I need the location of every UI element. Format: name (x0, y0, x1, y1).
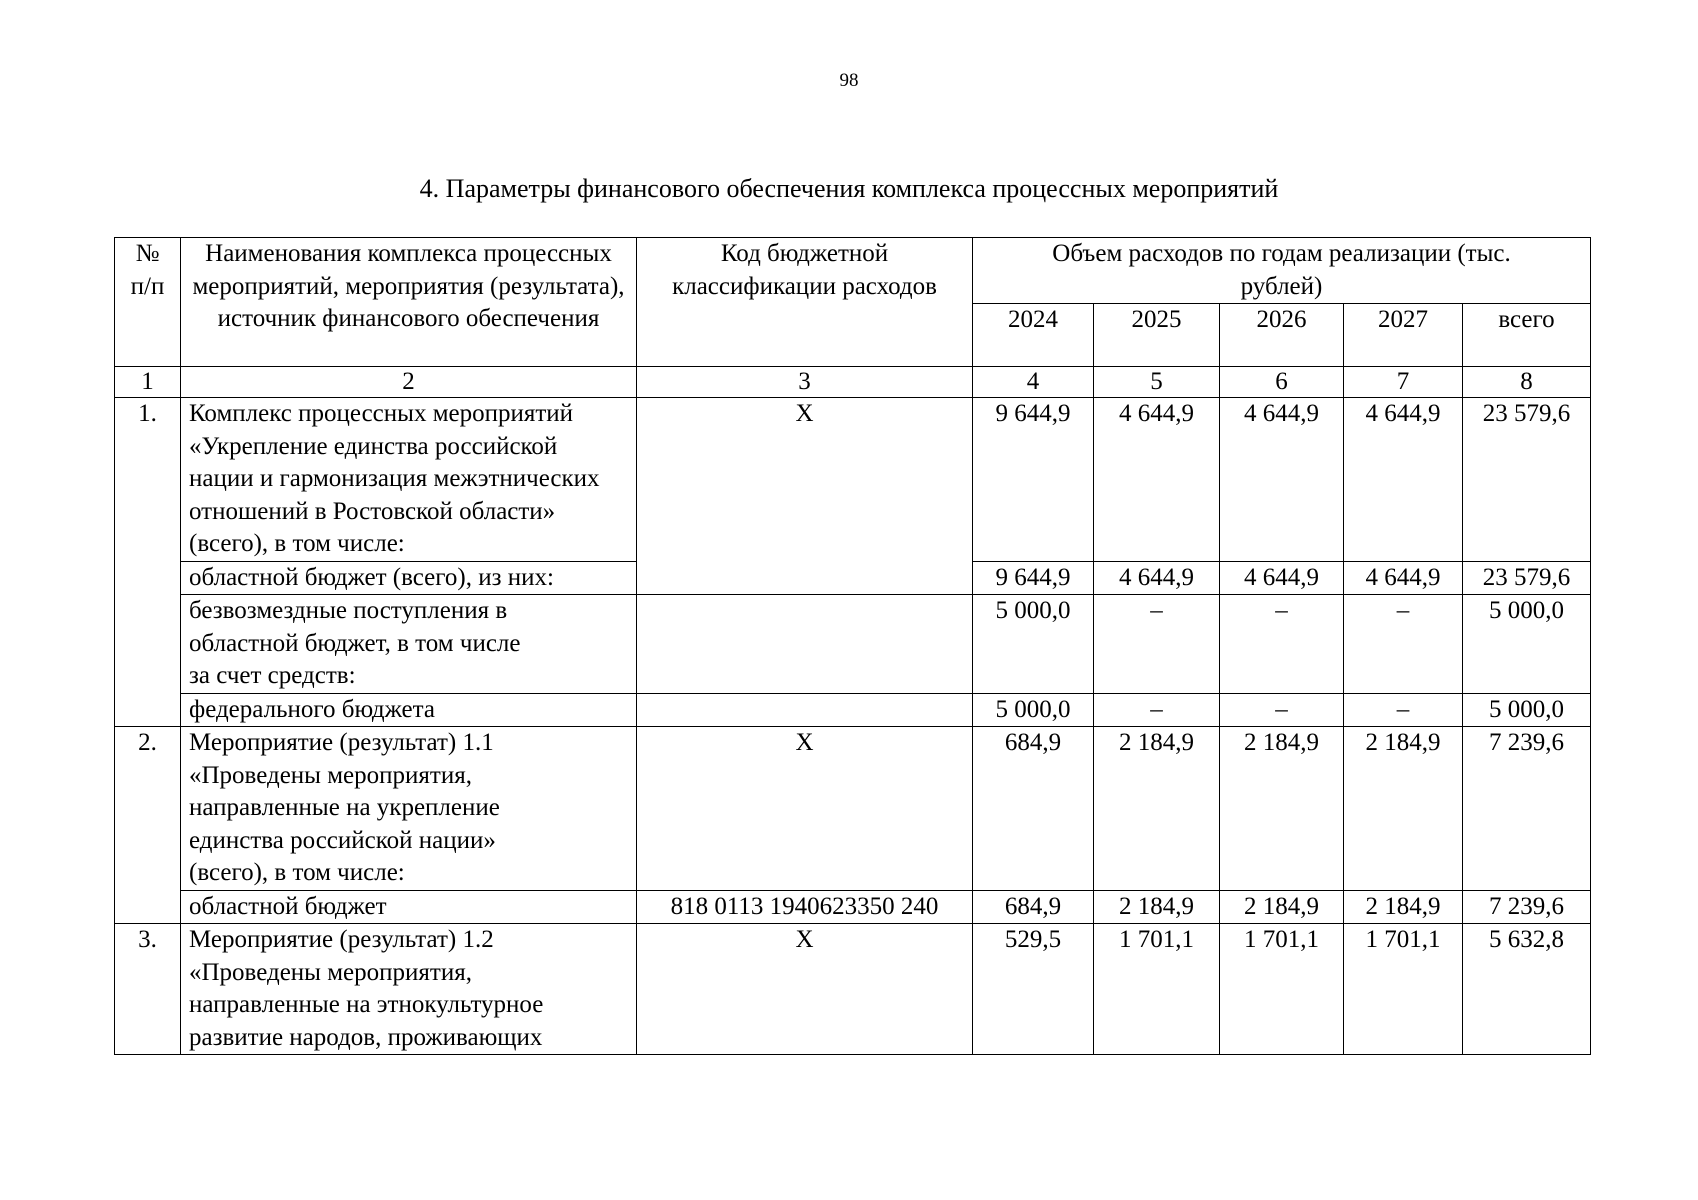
section-title: 4. Параметры финансового обеспечения комплекса процессных мероприятий (419, 174, 1279, 203)
value-cell: 4 644,9 (1220, 398, 1344, 562)
row-name: Комплекс процессных мероприятий «Укрепление единства российской нации и гармонизация межэтнических отношений в Ростовской области» (всего), в том числе: (181, 398, 637, 562)
value-cell: 7 239,6 (1463, 727, 1591, 891)
header-no-text: № п/п (130, 240, 165, 300)
row-name: Мероприятие (результат) 1.2 «Проведены мероприятия, направленные на этнокультурное развитие народов, проживающих (181, 924, 637, 1055)
table-row (115, 693, 1591, 727)
header-no (115, 238, 181, 367)
value-cell: 5 000,0 (1463, 595, 1591, 694)
row-code: 818 0113 1940623350 240 (637, 890, 973, 924)
table-row (115, 595, 1591, 694)
column-number: 8 (1463, 367, 1591, 398)
value-cell: – (1344, 693, 1463, 727)
header-code-text: Код бюджетной классификации расходов (672, 240, 937, 300)
value-cell: 4 644,9 (1094, 398, 1220, 562)
header-year-2025: 2025 (1094, 304, 1220, 367)
table-row (115, 727, 1591, 891)
value-cell: 4 644,9 (1220, 561, 1344, 595)
row-code: Х (637, 398, 973, 595)
value-cell: 4 644,9 (1344, 561, 1463, 595)
value-cell: 2 184,9 (1344, 890, 1463, 924)
value-cell: 9 644,9 (973, 398, 1094, 562)
value-cell: 529,5 (973, 924, 1094, 1055)
value-cell: 5 000,0 (1463, 693, 1591, 727)
row-number: 1. (115, 398, 181, 727)
value-cell: – (1094, 595, 1220, 694)
header-name (181, 238, 637, 367)
page-number: 98 (839, 70, 859, 91)
header-year-2024: 2024 (973, 304, 1094, 367)
value-cell: – (1344, 595, 1463, 694)
column-number: 4 (973, 367, 1094, 398)
column-number: 3 (637, 367, 973, 398)
column-number: 7 (1344, 367, 1463, 398)
value-cell: 23 579,6 (1463, 561, 1591, 595)
value-cell: 5 000,0 (973, 693, 1094, 727)
row-name: безвозмездные поступления в областной бюджет, в том числе за счет средств: (181, 595, 637, 694)
value-cell: 4 644,9 (1094, 561, 1220, 595)
table-row (115, 924, 1591, 1055)
column-number: 6 (1220, 367, 1344, 398)
column-number: 1 (115, 367, 181, 398)
value-cell: 9 644,9 (973, 561, 1094, 595)
value-cell: 1 701,1 (1220, 924, 1344, 1055)
value-cell: 2 184,9 (1344, 727, 1463, 891)
row-name: Мероприятие (результат) 1.1 «Проведены мероприятия, направленные на укрепление единства российской нации» (всего), в том числе: (181, 727, 637, 891)
header-code (637, 238, 973, 367)
value-cell: 2 184,9 (1094, 727, 1220, 891)
value-cell: 1 701,1 (1094, 924, 1220, 1055)
row-code: Х (637, 727, 973, 891)
column-number-row (115, 367, 1591, 398)
row-name: областной бюджет (181, 890, 637, 924)
value-cell: 5 632,8 (1463, 924, 1591, 1055)
row-number: 2. (115, 727, 181, 924)
header-year-2027: 2027 (1344, 304, 1463, 367)
value-cell: – (1220, 693, 1344, 727)
row-code (637, 595, 973, 694)
value-cell: 5 000,0 (973, 595, 1094, 694)
column-number: 2 (181, 367, 637, 398)
header-volume-text: Объем расходов по годам реализации (тыс. рублей) (1052, 240, 1511, 300)
row-number: 3. (115, 924, 181, 1055)
value-cell: 4 644,9 (1344, 398, 1463, 562)
table-row (115, 890, 1591, 924)
row-code (637, 693, 973, 727)
value-cell: 2 184,9 (1220, 727, 1344, 891)
financing-table (114, 237, 1591, 1055)
value-cell: 684,9 (973, 890, 1094, 924)
value-cell: 7 239,6 (1463, 890, 1591, 924)
row-code: Х (637, 924, 973, 1055)
header-name-text: Наименования комплекса процессных мероприятий, мероприятия (результата), источник финансового обеспечения (192, 240, 625, 332)
header-row-top (115, 238, 1591, 304)
value-cell: – (1220, 595, 1344, 694)
value-cell: 1 701,1 (1344, 924, 1463, 1055)
row-name: федерального бюджета (181, 693, 637, 727)
column-number: 5 (1094, 367, 1220, 398)
value-cell: 2 184,9 (1220, 890, 1344, 924)
value-cell: 684,9 (973, 727, 1094, 891)
header-volume (973, 238, 1591, 304)
header-year-2026: 2026 (1220, 304, 1344, 367)
table-row (115, 398, 1591, 562)
value-cell: 23 579,6 (1463, 398, 1591, 562)
header-total: всего (1463, 304, 1591, 367)
value-cell: – (1094, 693, 1220, 727)
row-name: областной бюджет (всего), из них: (181, 561, 637, 595)
value-cell: 2 184,9 (1094, 890, 1220, 924)
